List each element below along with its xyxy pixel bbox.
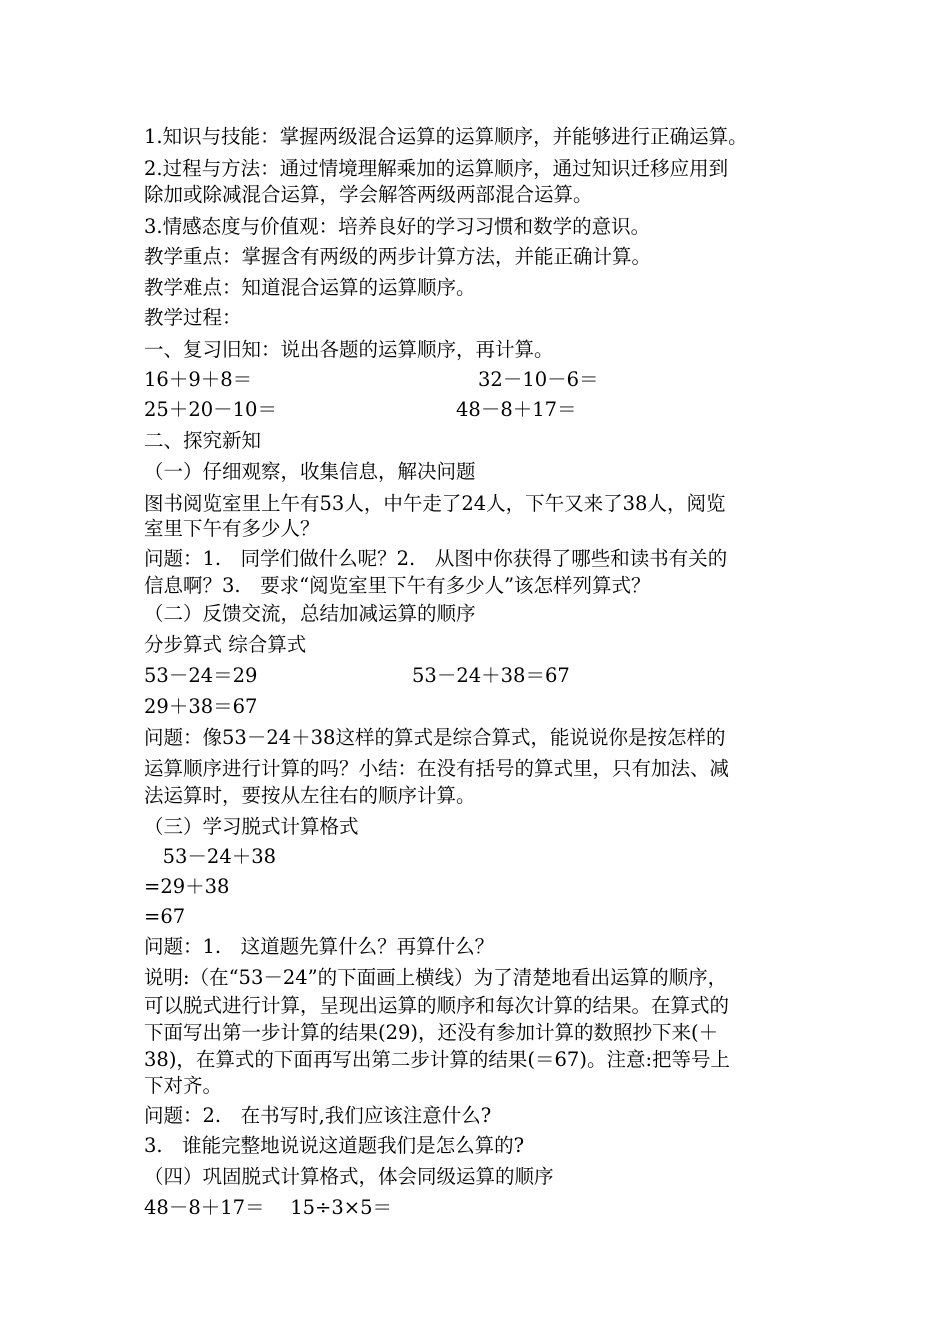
subsection-1-heading: （一）仔细观察，收集信息，解决问题 <box>144 460 476 483</box>
stepwise-line-1: 53－24＋38 <box>144 845 277 868</box>
problem-text-2: 室里下午有多少人？ <box>144 517 320 540</box>
stepwise-line-3: =67 <box>144 905 186 928</box>
practice-exprs: 48－8＋17＝ 15÷3×5＝ <box>144 1196 393 1219</box>
section-review-heading: 一、复习旧知：说出各题的运算顺序，再计算。 <box>144 338 554 361</box>
subsection-3-heading: （三）学习脱式计算格式 <box>144 815 359 838</box>
step-formula-1: 53－24＝29 <box>144 664 258 687</box>
section-explore-heading: 二、探究新知 <box>144 429 262 452</box>
combined-formula: 53－24＋38＝67 <box>412 664 570 687</box>
review-expr-1: 16＋9＋8＝ <box>144 368 253 391</box>
review-expr-2: 32－10－6＝ <box>478 368 599 391</box>
questions-1: 问题：1. 同学们做什么呢？2. 从图中你获得了哪些和读书有关的 <box>144 547 728 570</box>
teaching-process-heading: 教学过程： <box>144 306 242 329</box>
question-order: 问题：1. 这道题先算什么？再算什么？ <box>144 935 495 958</box>
goal-knowledge: 1.知识与技能：掌握两级混合运算的运算顺序，并能够进行正确运算。 <box>144 125 748 148</box>
problem-text-1: 图书阅览室里上午有53人，中午走了24人，下午又来了38人，阅览 <box>144 492 726 515</box>
question-complete: 3. 谁能完整地说说这道题我们是怎么算的? <box>144 1134 525 1157</box>
explanation-4: 38)，在算式的下面再写出第二步计算的结果(＝67)。注意:把等号上 <box>144 1048 731 1071</box>
question-combined-1: 问题：像53－24＋38这样的算式是综合算式，能说说你是按怎样的 <box>144 726 726 749</box>
subsection-4-heading: （四）巩固脱式计算格式，体会同级运算的顺序 <box>144 1165 554 1188</box>
question-writing: 问题：2. 在书写时,我们应该注意什么? <box>144 1104 492 1127</box>
review-expr-3: 25＋20－10＝ <box>144 398 277 421</box>
question-combined-2: 运算顺序进行计算的吗？小结：在没有括号的算式里，只有加法、减 <box>144 757 730 780</box>
explanation-2: 可以脱式进行计算，呈现出运算的顺序和每次计算的结果。在算式的 <box>144 994 730 1017</box>
stepwise-line-2: =29＋38 <box>144 875 230 898</box>
explanation-5: 下对齐。 <box>144 1074 223 1097</box>
goal-process-2: 除加或除减混合运算，学会解答两级两部混合运算。 <box>144 183 593 206</box>
review-expr-4: 48－8＋17＝ <box>456 398 577 421</box>
goal-process-1: 2.过程与方法：通过情境理解乘加的运算顺序，通过知识迁移应用到 <box>144 157 729 180</box>
goal-emotion: 3.情感态度与价值观：培养良好的学习习惯和数学的意识。 <box>144 215 651 238</box>
explanation-1: 说明:（在“53－24”的下面画上横线）为了清楚地看出运算的顺序， <box>144 966 728 989</box>
explanation-3: 下面写出第一步计算的结果(29)，还没有参加计算的数照抄下来(＋ <box>144 1021 719 1044</box>
subsection-2-heading: （二）反馈交流，总结加减运算的顺序 <box>144 602 476 625</box>
summary-text: 法运算时，要按从左往右的顺序计算。 <box>144 784 476 807</box>
teaching-focus: 教学重点：掌握含有两级的两步计算方法，并能正确计算。 <box>144 245 652 268</box>
step-formula-2: 29＋38＝67 <box>144 695 258 718</box>
questions-2: 信息啊？3. 要求“阅览室里下午有多少人”该怎样列算式？ <box>144 574 651 597</box>
formula-labels: 分步算式 综合算式 <box>144 633 307 656</box>
teaching-difficulty: 教学难点：知道混合运算的运算顺序。 <box>144 276 476 299</box>
